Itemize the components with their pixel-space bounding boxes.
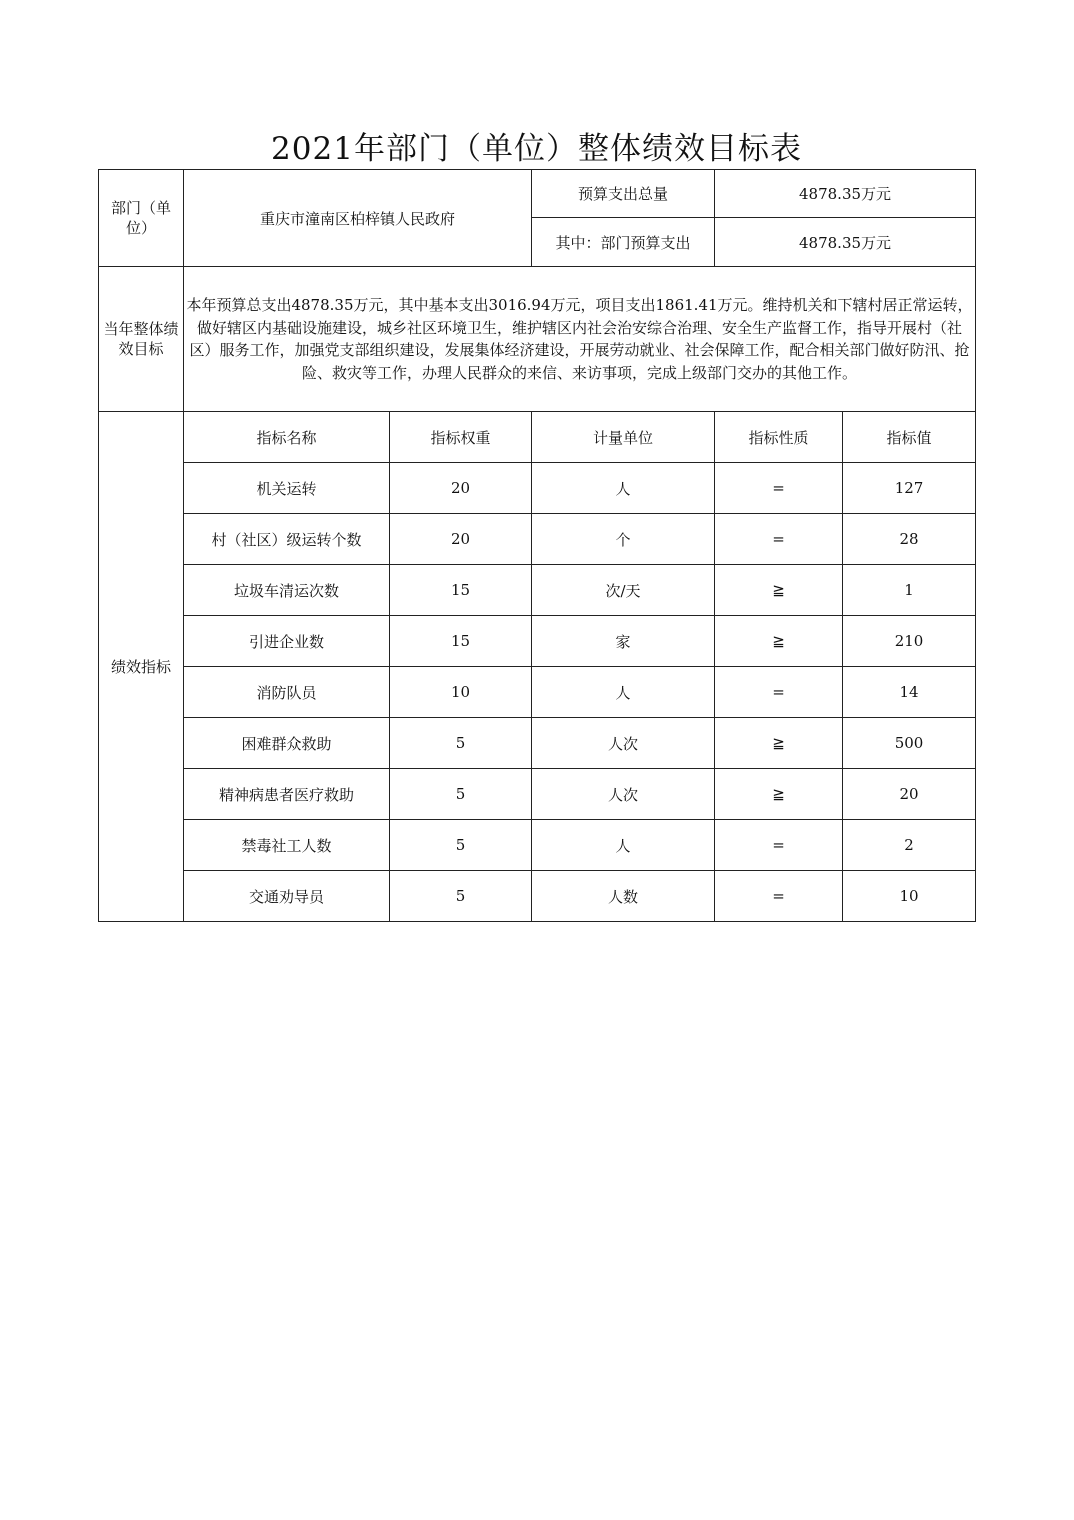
indicator-unit: 人次 [532, 718, 715, 769]
table-row [99, 616, 976, 667]
indicator-nature: ≧ [715, 616, 843, 667]
indicator-name: 禁毒社工人数 [184, 820, 390, 871]
indicator-unit: 人数 [532, 871, 715, 922]
page-title: 2021年部门（单位）整体绩效目标表 [271, 131, 802, 167]
dept-value: 重庆市潼南区柏梓镇人民政府 [184, 170, 532, 267]
indicator-nature: = [715, 514, 843, 565]
indicator-name: 村（社区）级运转个数 [184, 514, 390, 565]
indicator-unit: 个 [532, 514, 715, 565]
col-header-value: 指标值 [843, 412, 976, 463]
goal-text: 本年预算总支出4878.35万元，其中基本支出3016.94万元，项目支出1861.41万元。维持机关和下辖村居正常运转，做好辖区内基础设施建设，城乡社区环境卫生，维护辖区内社会治安综合治理、安全生产监督工作，指导开展村（社区）服务工作，加强党支部组织建设，发展集体经济建设，开展劳动就业、社会保障工作，配合相关部门做好防汛、抢险、救灾等工作，办理人民群众的来信、来访事项，完成上级部门交办的其他工作。 [184, 267, 976, 412]
dept-budget-label: 其中：部门预算支出 [532, 218, 715, 267]
dept-budget-value: 4878.35万元 [715, 218, 976, 267]
indicator-nature: = [715, 667, 843, 718]
indicator-weight: 5 [390, 769, 532, 820]
table-row [99, 514, 976, 565]
col-header-name: 指标名称 [184, 412, 390, 463]
indicator-weight: 20 [390, 514, 532, 565]
indicator-value: 127 [843, 463, 976, 514]
table-row [99, 820, 976, 871]
budget-total-value: 4878.35万元 [715, 170, 976, 218]
indicator-weight: 15 [390, 565, 532, 616]
indicator-unit: 人 [532, 463, 715, 514]
indicator-unit: 次/天 [532, 565, 715, 616]
col-header-unit: 计量单位 [532, 412, 715, 463]
indicator-unit: 人 [532, 667, 715, 718]
indicator-weight: 20 [390, 463, 532, 514]
indicator-value: 1 [843, 565, 976, 616]
table-row [99, 871, 976, 922]
indicator-unit: 人 [532, 820, 715, 871]
performance-table [98, 169, 976, 922]
indicator-weight: 5 [390, 871, 532, 922]
indicator-value: 28 [843, 514, 976, 565]
dept-label: 部门（单位） [99, 170, 184, 267]
table-row [99, 718, 976, 769]
indicator-value: 10 [843, 871, 976, 922]
indicator-weight: 5 [390, 718, 532, 769]
indicator-weight: 5 [390, 820, 532, 871]
indicator-unit: 人次 [532, 769, 715, 820]
budget-total-label: 预算支出总量 [532, 170, 715, 218]
indicator-name: 垃圾车清运次数 [184, 565, 390, 616]
indicator-nature: ≧ [715, 769, 843, 820]
indicator-unit: 家 [532, 616, 715, 667]
indicator-name: 引进企业数 [184, 616, 390, 667]
indicator-weight: 15 [390, 616, 532, 667]
indicator-name: 交通劝导员 [184, 871, 390, 922]
table-row [99, 463, 976, 514]
goal-label: 当年整体绩效目标 [99, 267, 184, 412]
indicator-value: 20 [843, 769, 976, 820]
indicator-name: 精神病患者医疗救助 [184, 769, 390, 820]
table-row [99, 667, 976, 718]
table-row [99, 565, 976, 616]
indicator-value: 500 [843, 718, 976, 769]
col-header-nature: 指标性质 [715, 412, 843, 463]
table-row [99, 769, 976, 820]
indicator-nature: ≧ [715, 718, 843, 769]
indicator-nature: = [715, 820, 843, 871]
indicator-name: 困难群众救助 [184, 718, 390, 769]
indicator-name: 消防队员 [184, 667, 390, 718]
indicators-label: 绩效指标 [99, 412, 184, 922]
indicator-nature: ≧ [715, 565, 843, 616]
col-header-weight: 指标权重 [390, 412, 532, 463]
indicator-value: 210 [843, 616, 976, 667]
indicator-nature: = [715, 871, 843, 922]
indicator-value: 2 [843, 820, 976, 871]
indicator-value: 14 [843, 667, 976, 718]
indicator-name: 机关运转 [184, 463, 390, 514]
indicator-nature: = [715, 463, 843, 514]
indicator-weight: 10 [390, 667, 532, 718]
